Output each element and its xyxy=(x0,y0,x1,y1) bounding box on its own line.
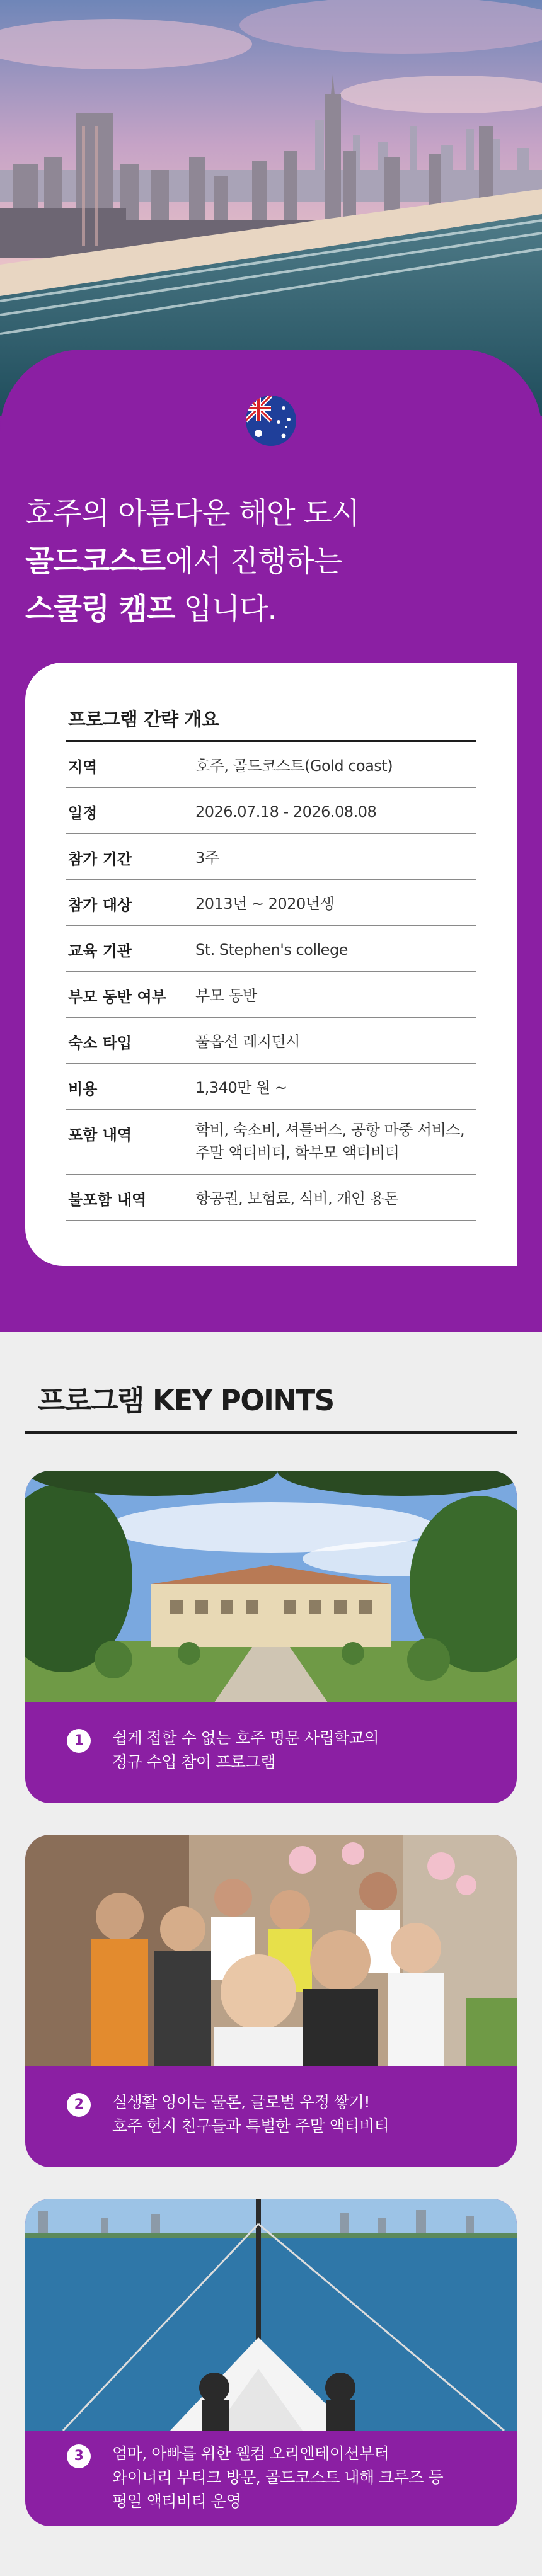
key-point-3-line-3: 평일 액티비티 운영 xyxy=(112,2492,241,2510)
key-point-1-line-1: 쉽게 접할 수 없는 호주 명문 사립학교의 xyxy=(112,1729,379,1747)
overview-row-label: 일정 xyxy=(68,804,98,822)
overview-row-label: 지역 xyxy=(68,758,98,776)
overview-row-label: 참가 대상 xyxy=(68,896,132,914)
overview-row xyxy=(66,742,476,788)
key-point-3-line-2: 와이너리 부티크 방문, 골드코스트 내해 크루즈 등 xyxy=(112,2468,444,2487)
overview-title: 프로그램 간략 개요 xyxy=(68,709,219,730)
overview-row xyxy=(66,1018,476,1064)
headline-city: 골드코스트 xyxy=(25,544,166,579)
overview-row xyxy=(66,1064,476,1110)
hero-headline xyxy=(25,490,517,634)
headline-line-2-rest: 에서 진행하는 xyxy=(165,544,342,579)
overview-row-label: 숙소 타입 xyxy=(68,1034,132,1052)
overview-row-label: 비용 xyxy=(68,1080,98,1098)
overview-row-value: 3주 xyxy=(195,849,219,867)
children-group-photo xyxy=(25,1835,517,2066)
headline-camp: 스쿨링 캠프 xyxy=(25,592,175,627)
overview-row xyxy=(66,834,476,880)
key-point-1-line-2: 정규 수업 참여 프로그램 xyxy=(112,1753,275,1771)
overview-row-value: 항공권, 보험료, 식비, 개인 용돈 xyxy=(195,1190,399,1207)
overview-table xyxy=(66,742,476,1221)
overview-row xyxy=(66,926,476,972)
overview-row xyxy=(66,788,476,834)
overview-row-label: 포함 내역 xyxy=(68,1126,132,1144)
key-point-caption-2 xyxy=(25,2066,517,2167)
program-overview-card xyxy=(25,663,517,1266)
key-point-caption-3 xyxy=(25,2431,517,2526)
overview-row-value: St. Stephen's college xyxy=(195,941,348,959)
key-point-card-1 xyxy=(25,1471,517,1803)
headline-line-3-rest: 입니다. xyxy=(175,592,277,627)
overview-row-value: 학비, 숙소비, 셔틀버스, 공항 마중 서비스, 주말 액티비티, 학부모 액티비티 xyxy=(195,1121,465,1161)
key-point-number-3: 3 xyxy=(67,2444,91,2468)
overview-row-label: 교육 기관 xyxy=(68,942,132,960)
overview-row xyxy=(66,972,476,1018)
overview-row-value: 2013년 ~ 2020년생 xyxy=(195,895,335,913)
key-point-card-2 xyxy=(25,1835,517,2167)
overview-row-value: 호주, 골드코스트(Gold coast) xyxy=(195,757,393,775)
key-points-title: 프로그램 KEY POINTS xyxy=(38,1384,334,1417)
key-point-caption-1 xyxy=(25,1702,517,1803)
overview-row-value: 풀옵션 레지던시 xyxy=(195,1033,300,1051)
overview-row xyxy=(66,1175,476,1221)
overview-row-value: 부모 동반 xyxy=(195,987,257,1005)
key-point-number-2: 2 xyxy=(67,2093,91,2117)
overview-row-value: 1,340만 원 ~ xyxy=(195,1079,287,1097)
overview-row xyxy=(66,1110,476,1175)
headline-line-1: 호주의 아름다운 해안 도시 xyxy=(25,496,360,531)
key-points-divider xyxy=(25,1431,517,1434)
key-points-section xyxy=(0,1332,542,2576)
overview-row-label: 참가 기간 xyxy=(68,850,132,868)
overview-row xyxy=(66,880,476,926)
overview-row-label: 부모 동반 여부 xyxy=(68,988,166,1006)
key-point-2-line-2: 호주 현지 친구들과 특별한 주말 액티비티 xyxy=(112,2117,389,2135)
australia-flag-icon xyxy=(246,396,296,446)
school-campus-photo xyxy=(25,1471,517,1702)
key-point-card-3 xyxy=(25,2199,517,2526)
overview-row-value: 2026.07.18 - 2026.08.08 xyxy=(195,803,377,821)
cruise-boat-photo xyxy=(25,2199,517,2431)
key-point-2-line-1: 실생활 영어는 물론, 글로벌 우정 쌓기! xyxy=(112,2093,370,2111)
key-point-number-1: 1 xyxy=(67,1729,91,1753)
key-point-3-line-1: 엄마, 아빠를 위한 웰컴 오리엔테이션부터 xyxy=(112,2444,389,2463)
overview-row-label: 불포함 내역 xyxy=(68,1191,147,1209)
